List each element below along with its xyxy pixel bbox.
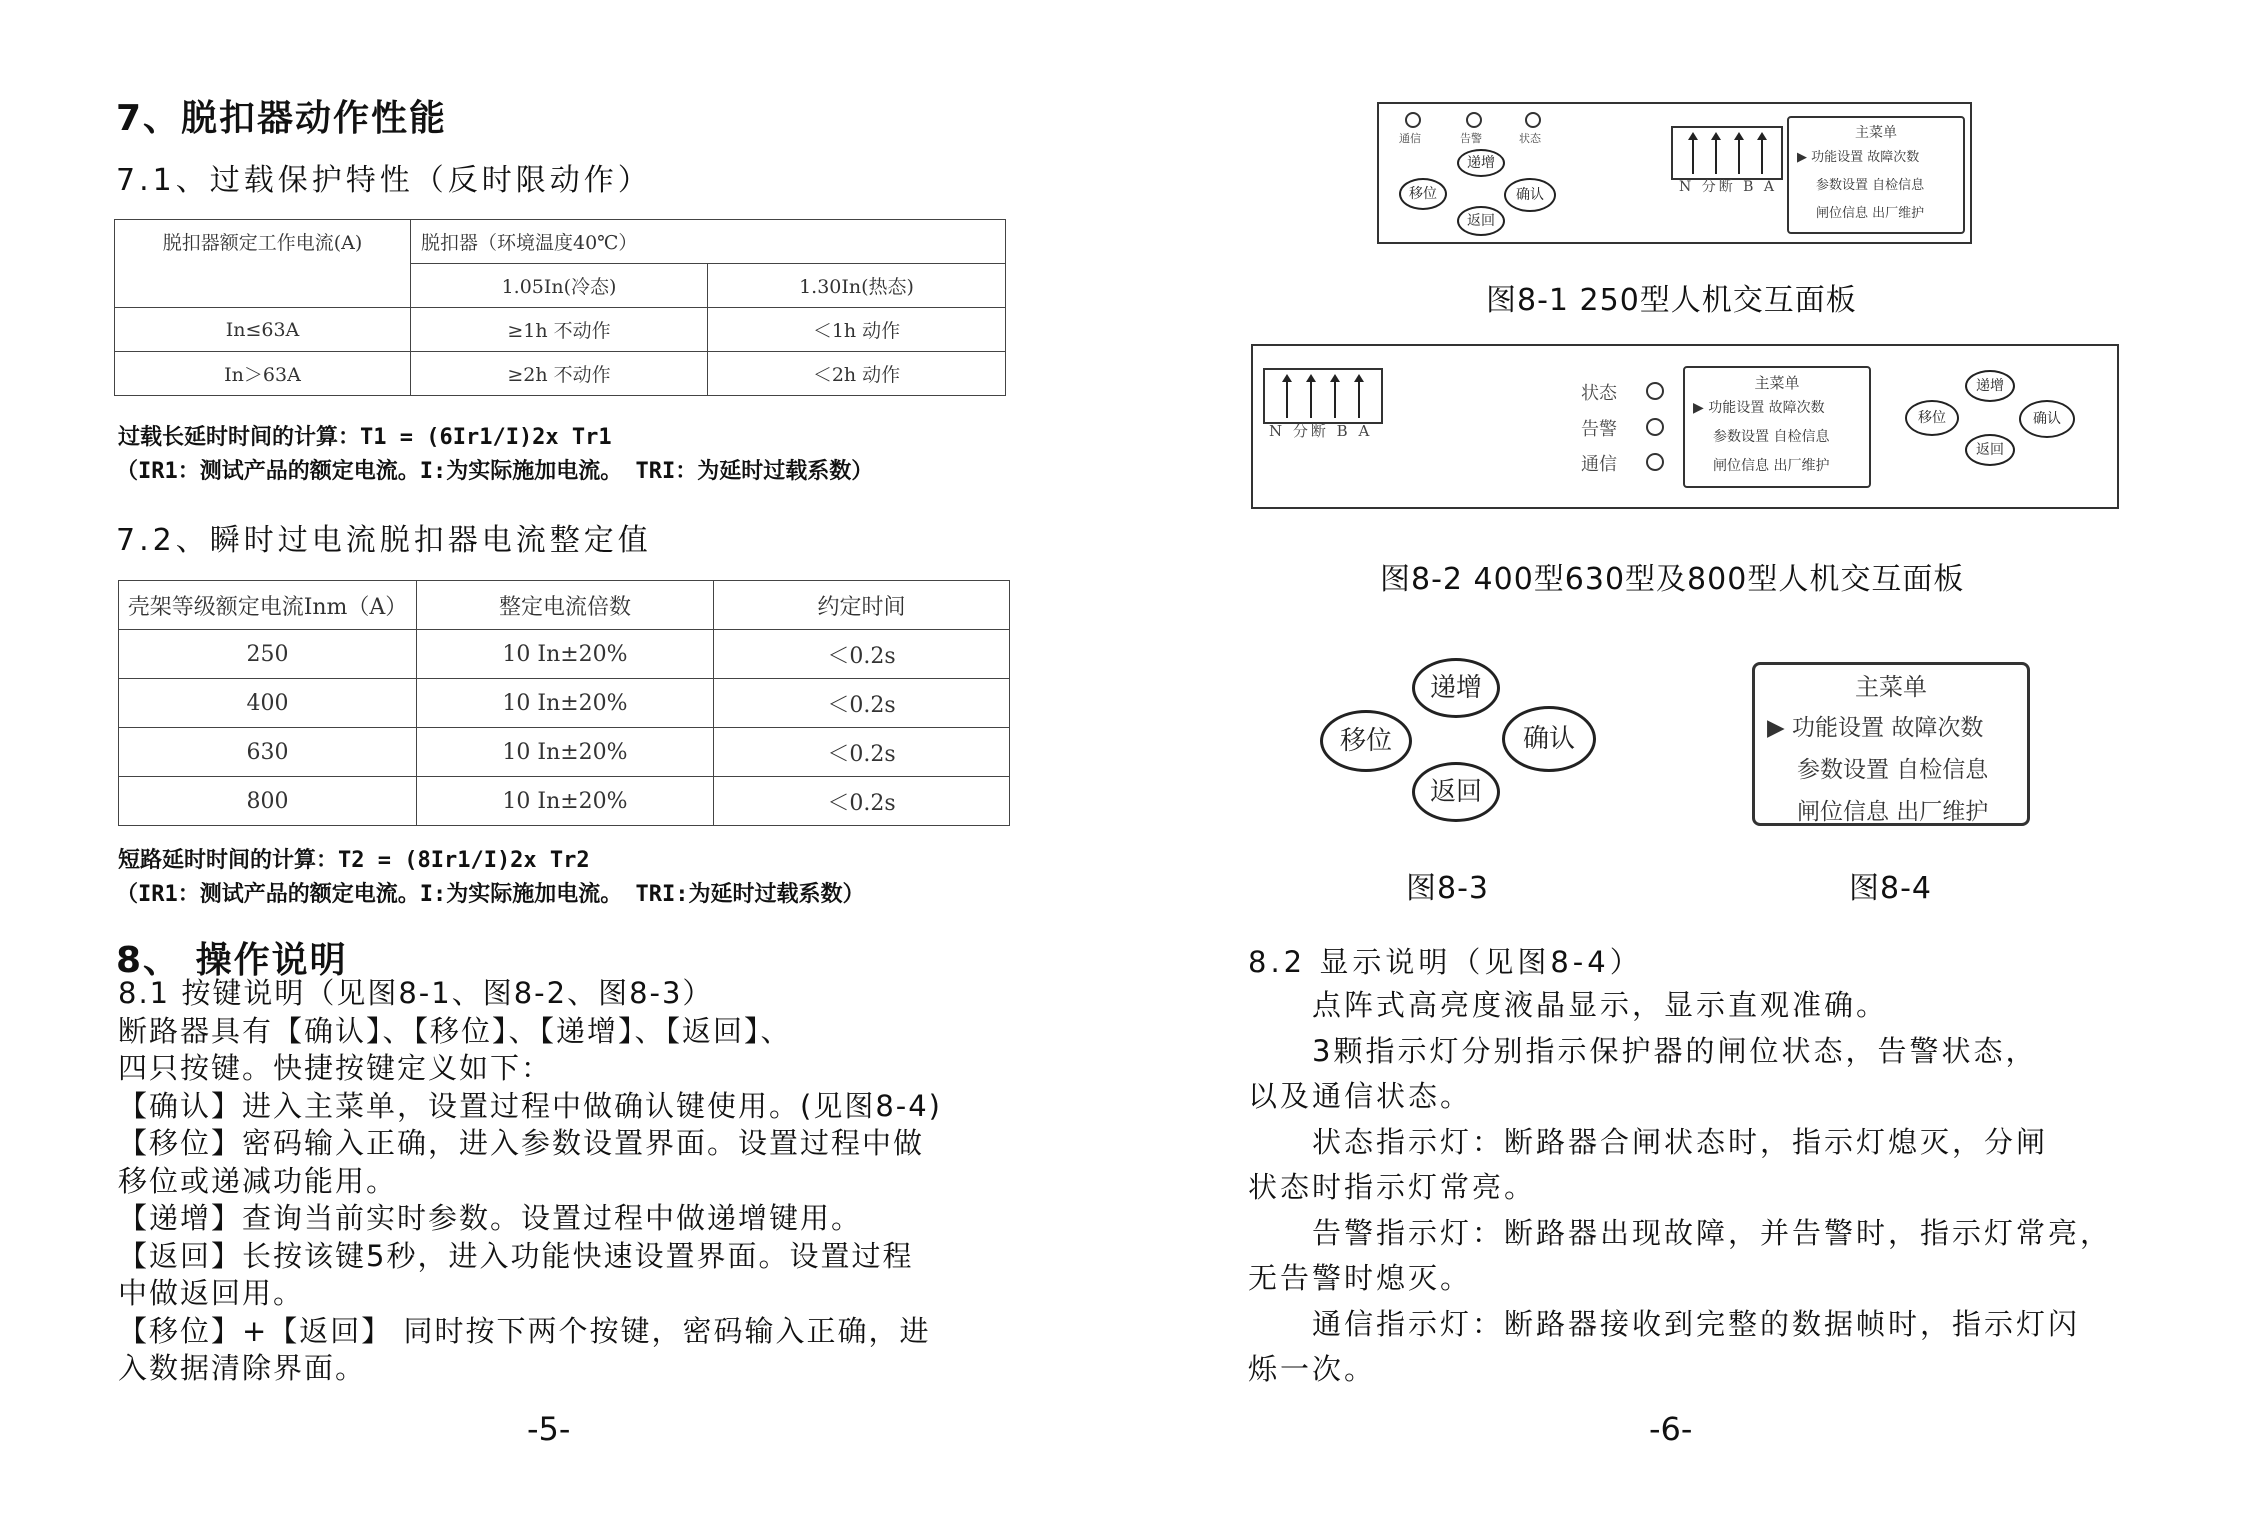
table-cell: 10 In±20% (417, 777, 714, 826)
text-line: 四只按键。快捷按键定义如下： (118, 1051, 553, 1085)
text-line: 【移位】密码输入正确，进入参数设置界面。设置过程中做 (118, 1126, 925, 1160)
confirm-button[interactable]: 确认 (1504, 178, 1556, 212)
table-cell: ＜0.2s (714, 679, 1010, 728)
text-line: 【移位】+【返回】 同时按下两个按键，密码输入正确，进 (118, 1313, 931, 1348)
menu-row: 闸位信息 出厂维护 (1816, 206, 1925, 221)
figure-caption: 图8-1 250型人机交互面板 (1486, 283, 1857, 318)
overload-col-group: 脱扣器（环境温度40℃） (411, 220, 1006, 264)
led-label: 通信 (1581, 454, 1617, 475)
section-8-1-body (118, 975, 942, 1388)
menu-row: ▶ 功能设置 故障次数 (1767, 715, 1984, 741)
confirm-button[interactable]: 确认 (1502, 706, 1596, 772)
instant-col-frame: 壳架等级额定电流Inm（A） (119, 581, 417, 630)
table-row (119, 728, 1010, 777)
lcd-menu (1787, 116, 1965, 234)
led-label: 告警 (1460, 132, 1482, 145)
figure-caption: 图8-2 400型630型及800型人机交互面板 (1380, 562, 1965, 597)
selection-arrow-icon: ▶ (1693, 400, 1704, 416)
menu-row: ▶ 功能设置 故障次数 (1797, 150, 1920, 165)
instant-col-time: 约定时间 (714, 581, 1010, 630)
menu-row: 参数设置 自检信息 (1797, 757, 1989, 783)
led-label: 状态 (1519, 132, 1541, 145)
text-line: 以及通信状态。 (1248, 1079, 1473, 1113)
text-line: 通信指示灯：断路器接收到完整的数据帧时，指示灯闪 (1312, 1306, 2081, 1341)
menu-row: 闸位信息 出厂维护 (1713, 458, 1830, 474)
table-cell: ≥1h 不动作 (411, 308, 708, 352)
dip-switch-icon (1263, 368, 1383, 426)
selection-arrow-icon: ▶ (1797, 150, 1807, 165)
led-comm (1405, 112, 1421, 128)
overload-col-hot: 1.30In(热态) (708, 264, 1006, 308)
dip-switch-label: N 分断 B A (1679, 179, 1777, 195)
led-status (1525, 112, 1541, 128)
text-line: 8.1 按键说明（见图8-1、图8-2、图8-3） (118, 976, 714, 1010)
table-cell: ≥2h 不动作 (411, 352, 708, 396)
text-line: 无告警时熄灭。 (1248, 1261, 1473, 1295)
led-label: 告警 (1581, 419, 1617, 440)
text-line: 点阵式高亮度液晶显示，显示直观准确。 (1312, 988, 1889, 1022)
short-circuit-formula: 短路延时时间的计算：T2 = (8Ir1/I)2x Tr2 (118, 848, 590, 873)
text-line: 断路器具有【确认】、【移位】、【递增】、【返回】、 (118, 1013, 792, 1048)
text-line: 【递增】查询当前实时参数。设置过程中做递增键用。 (118, 1201, 863, 1235)
table-cell: ＜0.2s (714, 777, 1010, 826)
menu-row: 参数设置 自检信息 (1816, 178, 1925, 193)
increase-button[interactable]: 递增 (1412, 658, 1500, 718)
table-row (119, 630, 1010, 679)
overload-table (114, 219, 1006, 396)
short-circuit-note: （IR1：测试产品的额定电流。I:为实际施加电流。 TRI:为延时过载系数） (116, 882, 865, 907)
dip-switch-icon (1671, 126, 1783, 182)
overload-formula: 过载长延时时间的计算：T1 = (6Ir1/I)2x Tr1 (118, 425, 612, 450)
page-number: -6- (1649, 1410, 1693, 1448)
instant-col-multiple: 整定电流倍数 (417, 581, 714, 630)
table-cell: In≤63A (115, 308, 411, 352)
table-cell: 400 (119, 679, 417, 728)
section-7-heading: 7、脱扣器动作性能 (116, 98, 448, 139)
text-line: 移位或递减功能用。 (118, 1163, 398, 1198)
led-alarm (1466, 112, 1482, 128)
return-button[interactable]: 返回 (1457, 206, 1505, 236)
table-cell: ＜1h 动作 (708, 308, 1006, 352)
text-line: 状态指示灯：断路器合闸状态时，指示灯熄灭，分闸 (1312, 1124, 2049, 1159)
menu-row: 参数设置 自检信息 (1713, 429, 1830, 445)
led-label: 通信 (1399, 132, 1421, 145)
panel-250-figure (1377, 102, 1972, 244)
overload-col-cold: 1.05In(冷态) (411, 264, 708, 308)
section-7-1-heading: 7.1、过载保护特性（反时限动作） (116, 163, 652, 198)
table-cell: ＜0.2s (714, 630, 1010, 679)
text-line: 告警指示灯：断路器出现故障，并告警时，指示灯常亮， (1312, 1215, 2113, 1250)
table-cell: 630 (119, 728, 417, 777)
text-line: 入数据清除界面。 (118, 1351, 367, 1385)
table-cell: 10 In±20% (417, 679, 714, 728)
selection-arrow-icon: ▶ (1767, 715, 1785, 741)
menu-title: 主菜单 (1754, 374, 1800, 392)
table-row (119, 777, 1010, 826)
figure-caption: 图8-4 (1849, 871, 1932, 906)
menu-title: 主菜单 (1855, 125, 1897, 141)
shift-button[interactable]: 移位 (1905, 400, 1959, 436)
table-row (119, 679, 1010, 728)
led-comm (1646, 453, 1664, 471)
text-line: 状态时指示灯常亮。 (1248, 1170, 1537, 1204)
page-6 (1122, 0, 2244, 1535)
return-button[interactable]: 返回 (1412, 762, 1500, 822)
lcd-menu (1683, 366, 1871, 488)
table-row (115, 308, 1006, 352)
overload-note: （IR1：测试产品的额定电流。I:为实际施加电流。 TRI：为延时过载系数） (116, 459, 874, 484)
led-status (1646, 382, 1664, 400)
menu-row: ▶ 功能设置 故障次数 (1693, 400, 1825, 416)
increase-button[interactable]: 递增 (1965, 370, 2015, 402)
menu-title: 主菜单 (1855, 673, 1927, 701)
text-line: 【确认】进入主菜单，设置过程中做确认键使用。(见图8-4) (118, 1088, 942, 1123)
text-line: 烁一次。 (1248, 1352, 1377, 1386)
confirm-button[interactable]: 确认 (2019, 400, 2075, 438)
table-cell: In＞63A (115, 352, 411, 396)
section-8-2-heading: 8.2 显示说明（见图8-4） (1248, 945, 1643, 979)
table-cell: ＜2h 动作 (708, 352, 1006, 396)
section-7-2-heading: 7.2、瞬时过电流脱扣器电流整定值 (116, 523, 652, 558)
table-cell: 800 (119, 777, 417, 826)
shift-button[interactable]: 移位 (1399, 178, 1447, 210)
table-cell: ＜0.2s (714, 728, 1010, 777)
table-cell: 250 (119, 630, 417, 679)
overload-col-current: 脱扣器额定工作电流(A) (115, 220, 411, 308)
dip-switch-label: N 分断 B A (1269, 422, 1373, 440)
led-alarm (1646, 418, 1664, 436)
shift-button[interactable]: 移位 (1320, 710, 1412, 772)
table-cell: 10 In±20% (417, 630, 714, 679)
panel-400-800-figure (1251, 344, 2119, 509)
return-button[interactable]: 返回 (1965, 434, 2015, 466)
menu-row: 闸位信息 出厂维护 (1797, 799, 1989, 825)
led-label: 状态 (1581, 383, 1617, 404)
text-line: 中做返回用。 (118, 1276, 305, 1310)
text-line: 【返回】长按该键5秒，进入功能快速设置界面。设置过程 (118, 1238, 914, 1273)
section-8-heading: 8、 操作说明 (116, 940, 348, 981)
instant-trip-table (118, 580, 1010, 826)
section-8-2-body (1248, 983, 2112, 1393)
page-number: -5- (527, 1410, 571, 1448)
table-cell: 10 In±20% (417, 728, 714, 777)
figure-caption: 图8-3 (1406, 871, 1489, 906)
text-line: 3颗指示灯分别指示保护器的闸位状态，告警状态， (1312, 1033, 2038, 1068)
table-row (115, 352, 1006, 396)
lcd-menu (1752, 662, 2030, 826)
increase-button[interactable]: 递增 (1457, 149, 1505, 177)
